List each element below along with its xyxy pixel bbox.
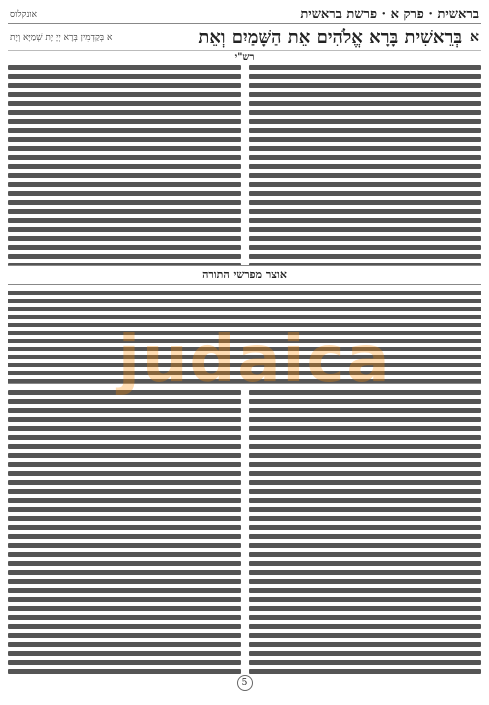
- rashi-commentary: [8, 65, 481, 266]
- rashi-column-right: [249, 65, 482, 265]
- verse-text: בְּרֵאשִׁית בָּרָא אֱלֹהִים אֵת הַשָּׁמַיִם וְאֵת: [198, 26, 462, 48]
- page-header: [8, 5, 481, 24]
- page: [8, 5, 481, 695]
- lower-column-right: [249, 390, 482, 680]
- watermark-logo: judaica: [118, 323, 392, 397]
- rashi-label: רש"י: [234, 52, 255, 63]
- lower-commentary: [8, 383, 481, 680]
- intro-commentary: [8, 285, 481, 383]
- lower-column-left: [8, 390, 241, 680]
- page-number: 5: [237, 675, 253, 691]
- onkelos-translation: א בְּקַדְמִין בְּרָא יְיָ יָת שְׁמַיָּא וְיָת: [10, 32, 113, 43]
- onkelos-label: אונקלוס: [10, 9, 38, 20]
- verse-line: [8, 24, 481, 51]
- page-title: בראשית · פרק א · פרשת בראשית: [300, 7, 479, 22]
- section-label: אוצר מפרשי התורה: [8, 266, 481, 285]
- rashi-column-left: [8, 65, 241, 265]
- verse-number: א: [470, 28, 479, 45]
